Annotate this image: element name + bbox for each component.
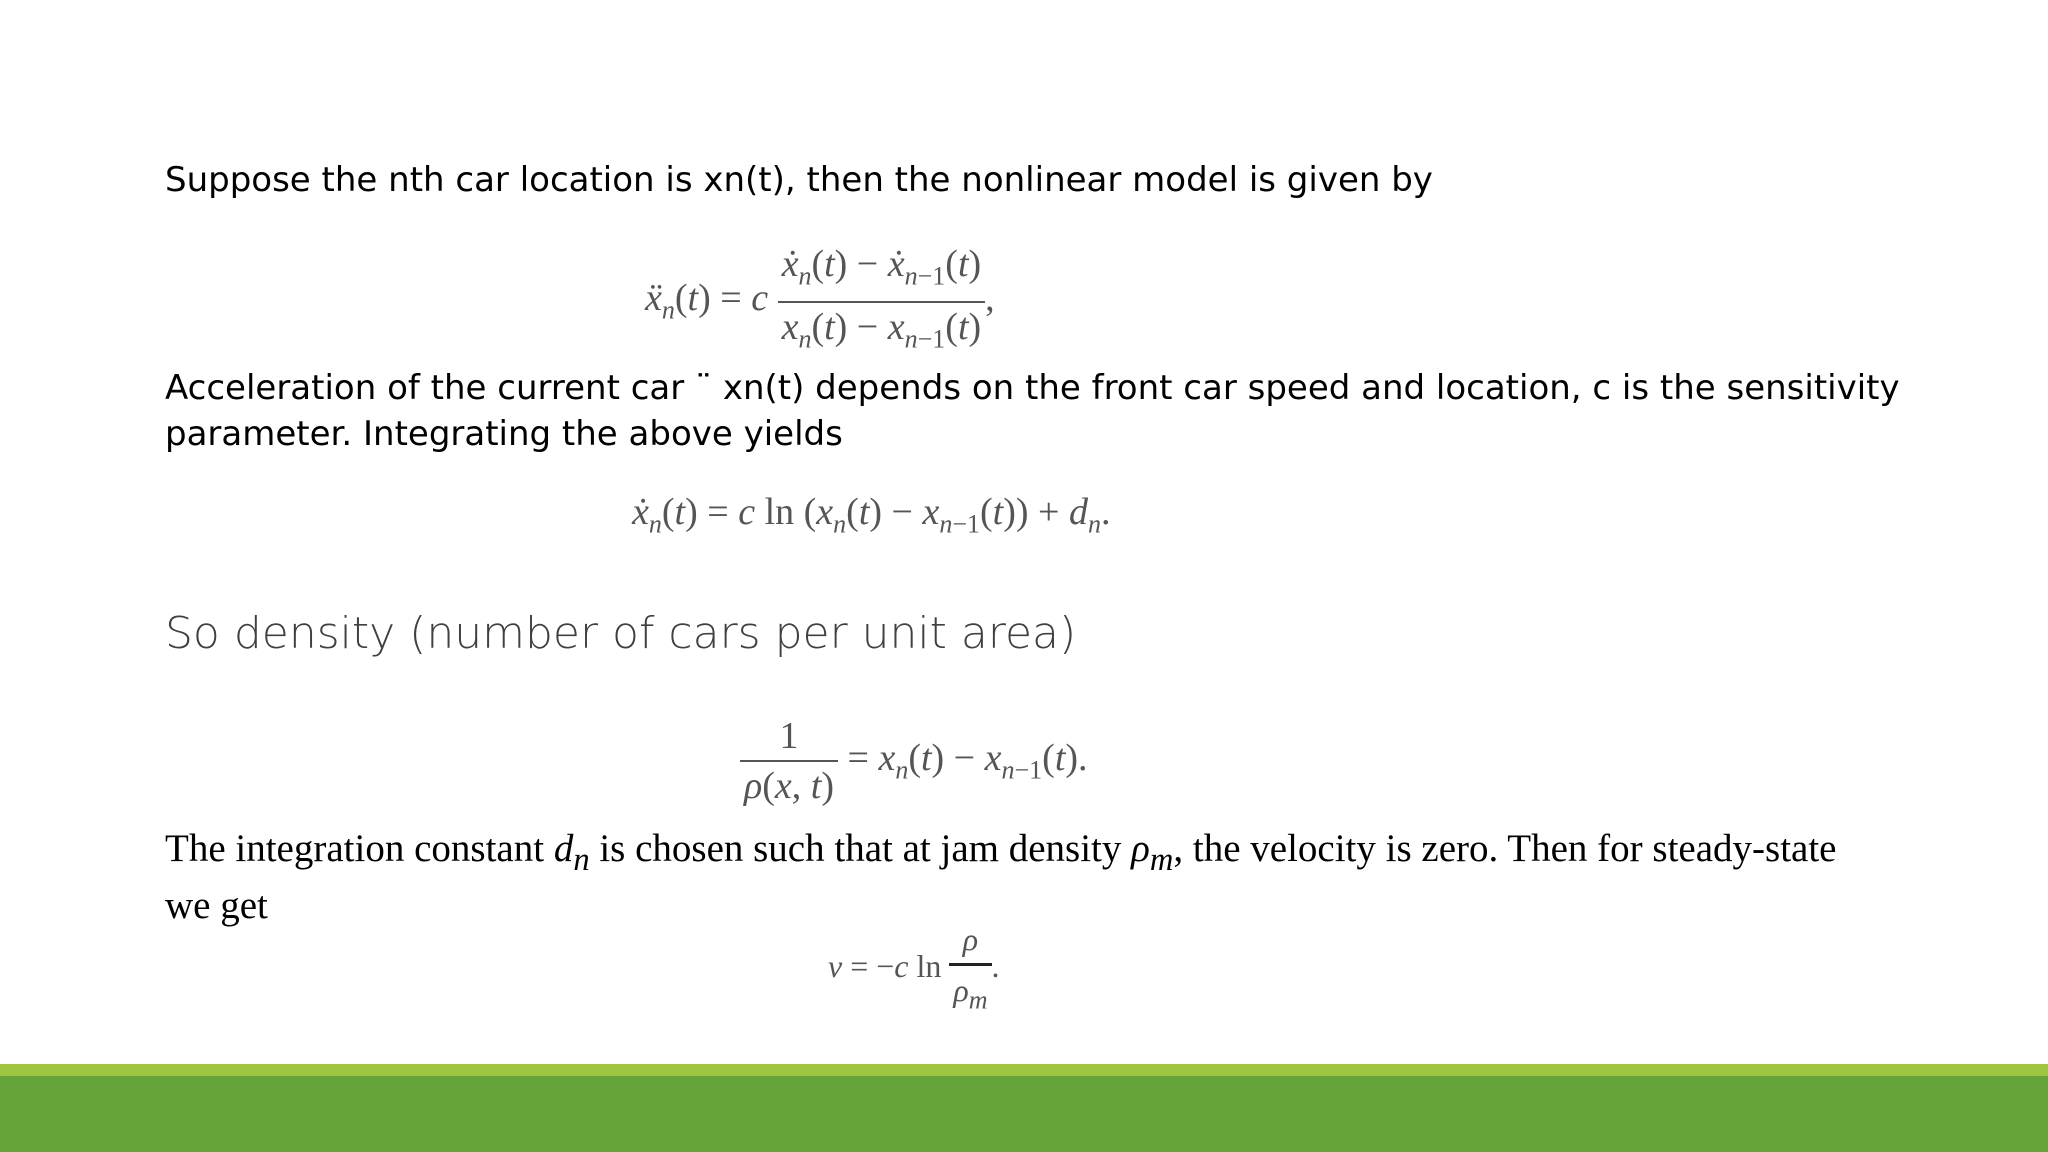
density-heading: So density (number of cars per unit area) — [165, 608, 1077, 659]
acceleration-paragraph-line1: Acceleration of the current car ¨ xn(t) depends on the front car speed and location, c is the sensitivity — [165, 368, 1900, 408]
equation-integrated-velocity: ẋ$_n$(t) = c $\ln (x_n(t) - x_{n-1}(t)) + d_n$. — [632, 491, 1111, 539]
acceleration-paragraph-line2: parameter. Integrating the above yields — [165, 414, 843, 454]
footer-bar — [0, 1076, 2048, 1152]
equation-steady-state-velocity: v = −c ln $\frac{\rho}{\rho_m}$ . — [828, 915, 1000, 1024]
intro-paragraph: Suppose the nth car location is xn(t), then the nonlinear model is given by — [165, 160, 1433, 200]
integration-constant-paragraph: The integration constant $d_n$ is chosen such that at jam density $\rho_m$, the velocity is zero. Then for steady-state we get — [165, 827, 1837, 927]
footer-accent-stripe — [0, 1064, 2048, 1076]
equation-density: $\frac{1}{\rho(x, t)}$ = $x_n(t) - x_{n-1}(t)$. — [740, 712, 1088, 810]
equation-car-following: ẍ$_n$(t) = c $\frac{ẋ_n(t) - ẋ_{n-1}(t)}{x_n(t) - x_{n-1}(t)}$ , — [645, 240, 995, 363]
